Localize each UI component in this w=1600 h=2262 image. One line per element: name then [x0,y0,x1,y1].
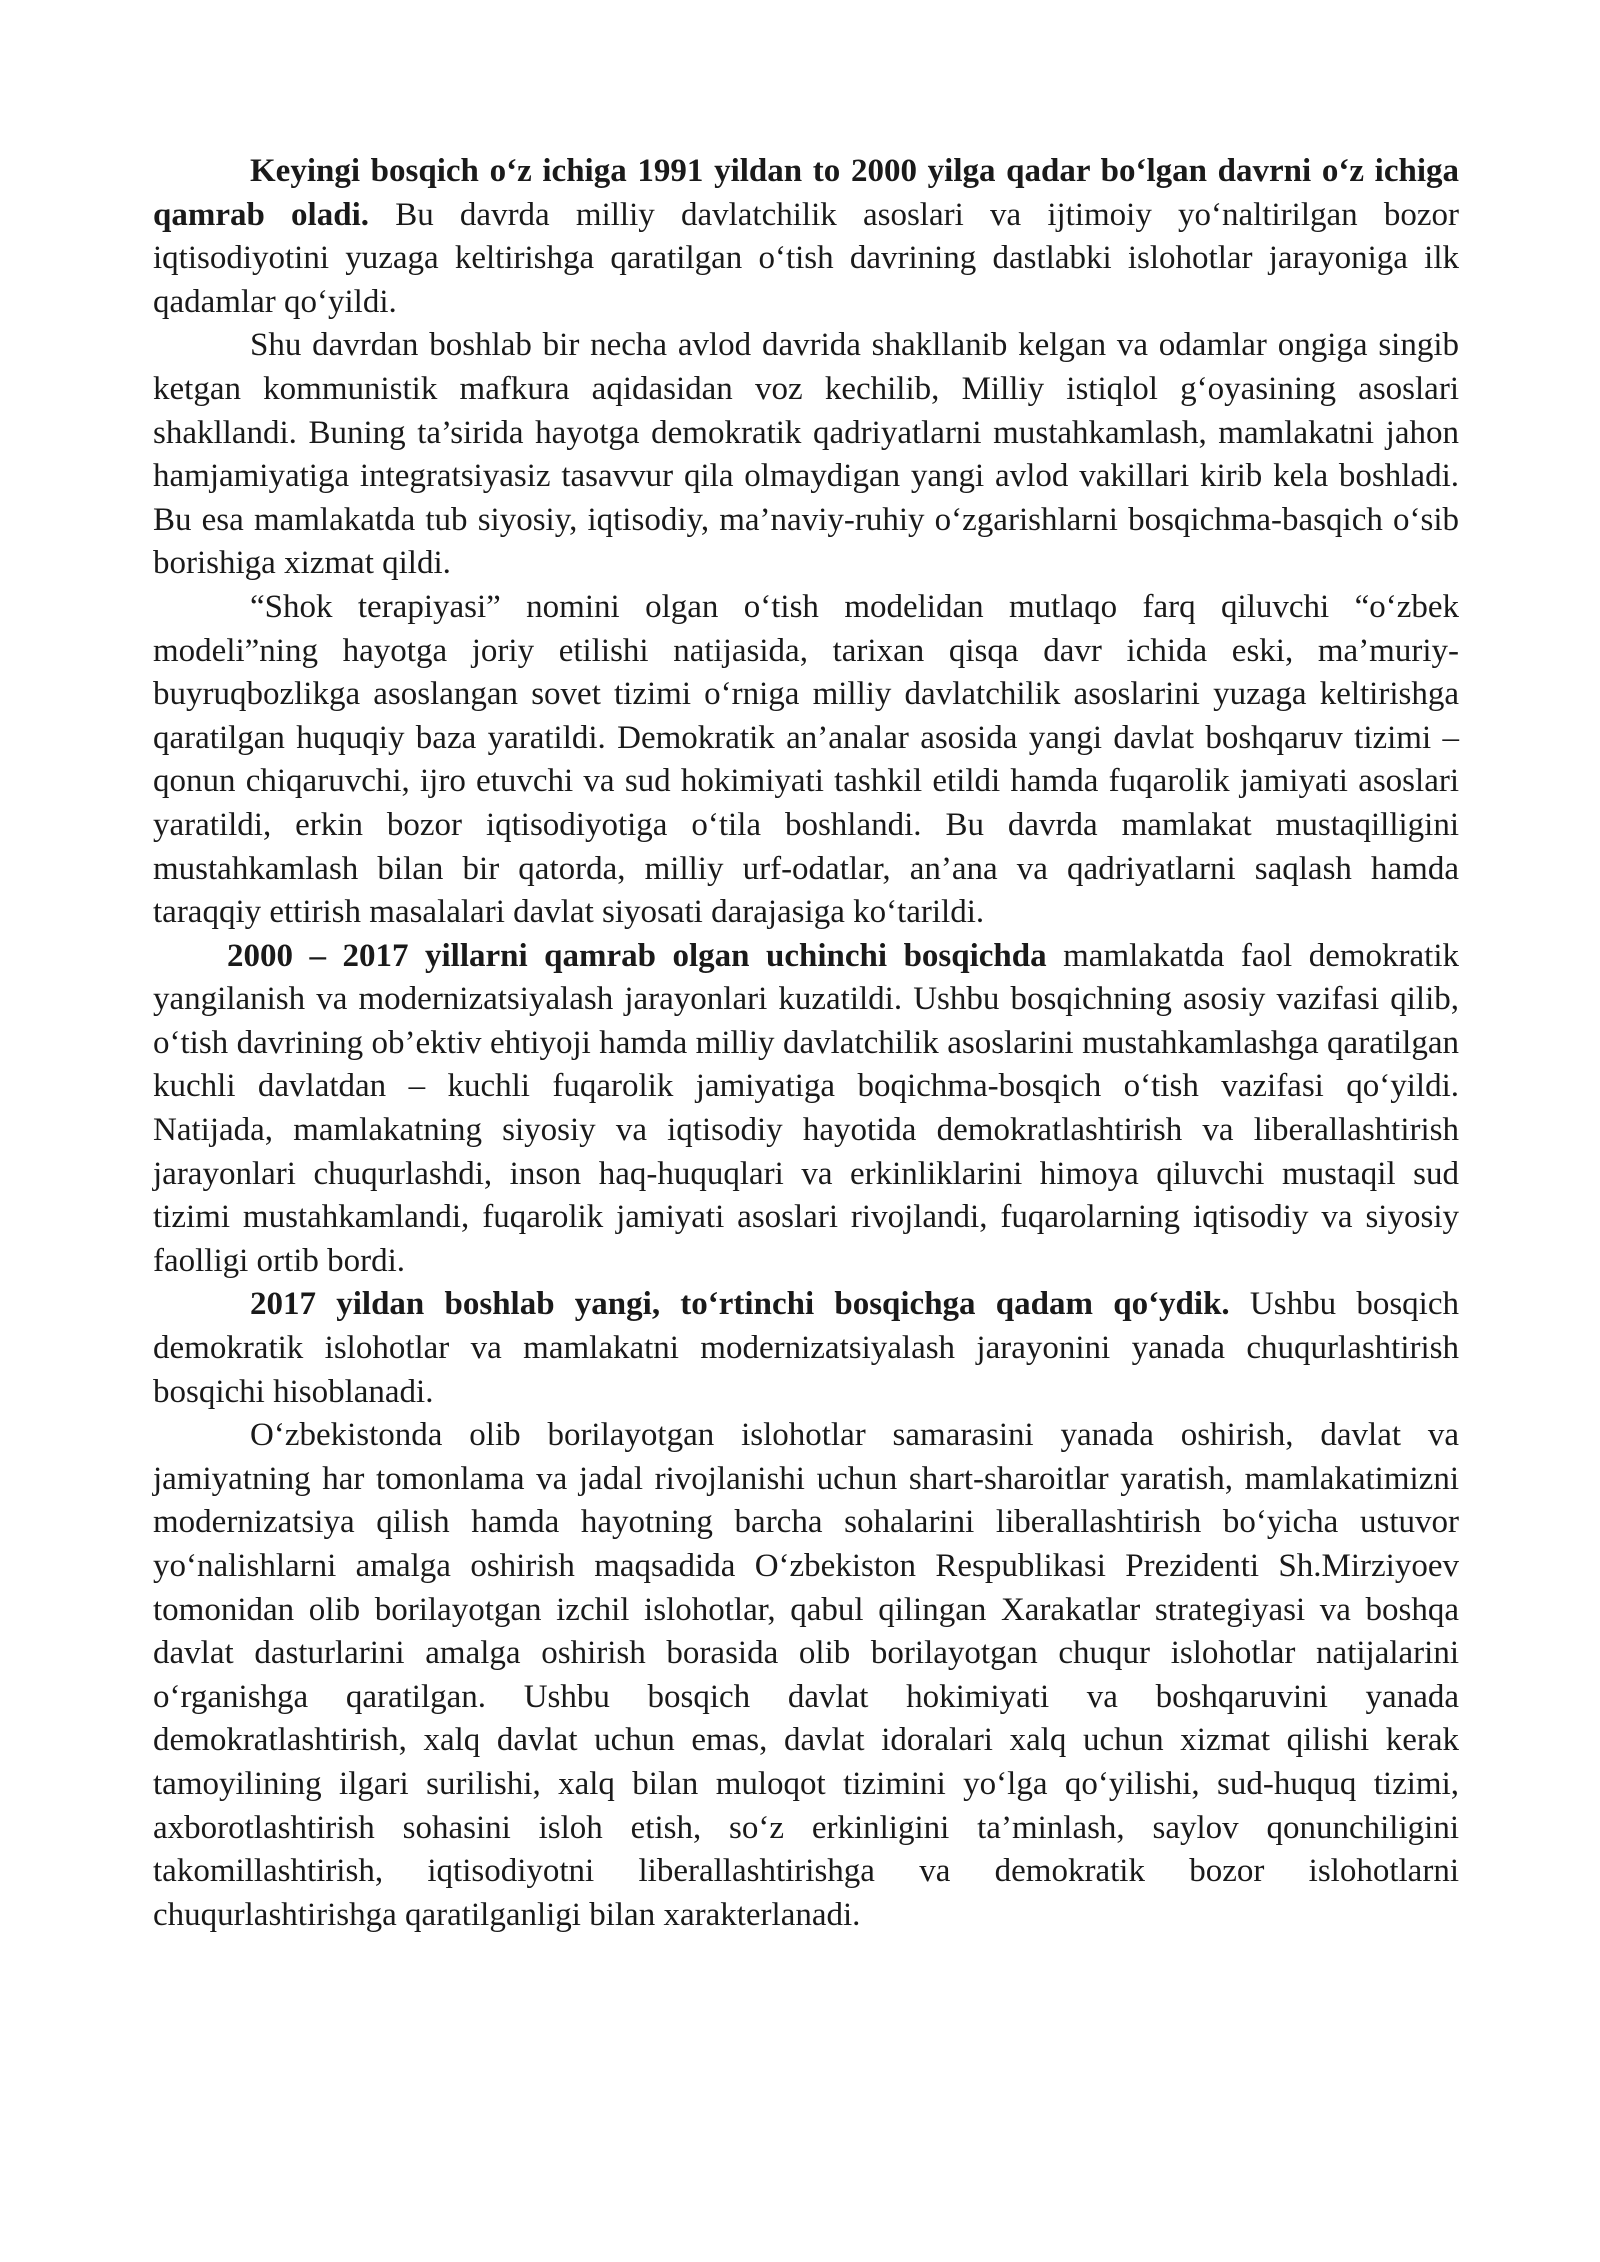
paragraph-third-stage [153,935,1459,1284]
document-page [153,150,1459,1937]
paragraph-ideology [153,324,1459,586]
paragraph-body: Bu davrda milliy davlatchilik asoslari va ijtimoiy yo‘naltirilgan bozor iqtisodiyotini yuzaga keltirishga qaratilgan o‘tish davrining dastlabki islohotlar jarayoniga ilk qadamlar qo‘yildi. [153,196,1459,320]
paragraph-first-stage [153,150,1459,324]
paragraph-body: mamlakatda faol demokratik yangilanish va modernizatsiyalash jarayonlari kuzatildi. Ushbu bosqichning asosiy vazifasi qilib, o‘tish davrining ob’ektiv ehtiyoji hamda milliy davlatchilik asoslarini mustahkamlashga qaratilgan kuchli davlatdan – kuchli fuqarolik jamiyatiga boqichma-bosqich o‘tish vazifasi qo‘yildi. Natijada, mamlakatning siyosiy va iqtisodiy hayotida demokratlashtirish va liberallashtirish jarayonlari chuqurlashdi, inson haq-huquqlari va erkinliklarini himoya qiluvchi mustaqil sud tizimi mustahkamlandi, fuqarolik jamiyati asoslari rivojlandi, fuqarolarning iqtisodiy va siyosiy faolligi ortib bordi. [153,937,1459,1279]
paragraph-reforms [153,1414,1459,1937]
paragraph-body: O‘zbekistonda olib borilayotgan islohotlar samarasini yanada oshirish, davlat va jamiyatning har tomonlama va jadal rivojlanishi uchun shart-sharoitlar yaratish, mamlakatimizni modernizatsiya qilish hamda hayotning barcha sohalarini liberallashtirish bo‘yicha ustuvor yo‘nalishlarni amalga oshirish maqsadida O‘zbekiston Respublikasi Prezidenti Sh.Mirziyoev tomonidan olib borilayotgan izchil islohotlar, qabul qilingan Xarakatlar strategiyasi va boshqa davlat dasturlarini amalga oshirish borasida olib borilayotgan chuqur islohotlar natijalarini o‘rganishga qaratilgan. Ushbu bosqich davlat hokimiyati va boshqaruvini yanada demokratlashtirish, xalq davlat uchun emas, davlat idoralari xalq uchun xizmat qilishi kerak tamoyilining ilgari surilishi, xalq bilan muloqot tizimini yo‘lga qo‘yilishi, sud-huquq tizimi, axborotlashtirish sohasini isloh etish, so‘z erkinligini ta’minlash, saylov qonunchiligini takomillashtirish, iqtisodiyotni liberallashtirishga va demokratik bozor islohotlarni chuqurlashtirishga qaratilganligi bilan xarakterlanadi. [153,1417,1459,1933]
paragraph-body: “Shok terapiyasi” nomini olgan o‘tish modelidan mutlaqo farq qiluvchi “o‘zbek modeli”ning hayotga joriy etilishi natijasida, tarixan qisqa davr ichida eski, ma’muriy-buyruqbozlikga asoslangan sovet tizimi o‘rniga milliy davlatchilik asoslarini yuzaga keltirishga qaratilgan huquqiy baza yaratildi. Demokratik an’analar asosida yangi davlat boshqaruv tizimi – qonun chiqaruvchi, ijro etuvchi va sud hokimiyati tashkil etildi hamda fuqarolik jamiyati asoslari yaratildi, erkin bozor iqtisodiyotiga o‘tila boshlandi. Bu davrda mamlakat mustaqilligini mustahkamlash bilan bir qatorda, milliy urf-odatlar, an’ana va qadriyatlarni saqlash hamda taraqqiy ettirish masalalari davlat siyosati darajasiga ko‘tarildi. [153,588,1459,931]
paragraph-lead-bold: 2000 – 2017 yillarni qamrab olgan uchinchi bosqichda [227,937,1047,974]
paragraph-body: Shu davrdan boshlab bir necha avlod davrida shakllanib kelgan va odamlar ongiga singib ketgan kommunistik mafkura aqidasidan voz kechilib, Milliy istiqlol g‘oyasining asoslari shakllandi. Buning ta’sirida hayotga demokratik qadriyatlarni mustahkamlash, mamlakatni jahon hamjamiyatiga integratsiyasiz tasavvur qila olmaydigan yangi avlod vakillari kirib kela boshladi. Bu esa mamlakatda tub siyosiy, iqtisodiy, ma’naviy-ruhiy o‘zgarishlarni bosqichma-basqich o‘sib borishiga xizmat qildi. [153,327,1459,582]
paragraph-lead-bold: Keyingi bosqich o‘z ichiga 1991 yildan to 2000 yilga qadar bo‘lgan davrni o‘z ichiga qamrab oladi. [153,153,1459,233]
paragraph-body: Ushbu bosqich demokratik islohotlar va mamlakatni modernizatsiyalash jarayonini yanada chuqurlashtirish bosqichi hisoblanadi. [153,1286,1459,1410]
paragraph-lead-bold: 2017 yildan boshlab yangi, to‘rtinchi bosqichga qadam qo‘ydik. [250,1286,1230,1323]
paragraph-uzbek-model [153,586,1459,935]
paragraph-fourth-stage [153,1283,1459,1414]
